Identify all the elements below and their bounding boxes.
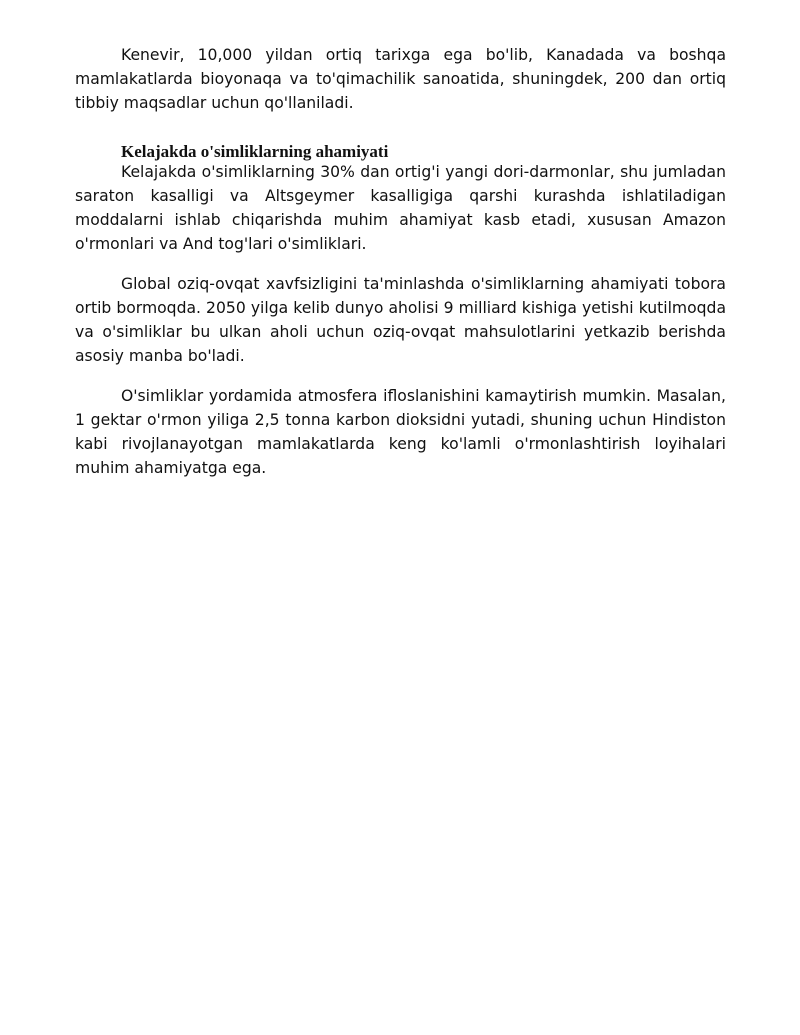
- intro-paragraph: Kenevir, 10,000 yildan ortiq tarixga ega bo'lib, Kanadada va boshqa mamlakatlarda bioyonaqa va to'qimachilik sanoatida, shuningdek, 200 dan ortiq tibbiy maqsadlar uchun qo'llaniladi.: [75, 46, 726, 112]
- body-paragraph-medicine: Kelajakda o'simliklarning 30% dan ortig'i yangi dori-darmonlar, shu jumladan saraton kasalligi va Altsgeymer kasalligiga qarshi kurashda ishlatiladigan moddalarni ishlab chiqarishda muhim ahamiyat kasb etadi, xususan Amazon o'rmonlari va And tog'lari o'simliklari.: [75, 163, 726, 253]
- body-paragraph-food-security: Global oziq-ovqat xavfsizligini ta'minlashda o'simliklarning ahamiyati tobora ortib bormoqda. 2050 yilga kelib dunyo aholisi 9 milliard kishiga yetishi kutilmoqda va o'simliklar bu ulkan aholi uchun oziq-ovqat mahsulotlarini yetkazib berishda asosiy manba bo'ladi.: [75, 275, 726, 365]
- section-heading: Kelajakda o'simliklarning ahamiyati: [121, 142, 389, 161]
- body-paragraph-atmosphere: O'simliklar yordamida atmosfera ifloslanishini kamaytirish mumkin. Masalan, 1 gektar o'rmon yiliga 2,5 tonna karbon dioksidni yutadi, shuning uchun Hindiston kabi rivojlanayotgan mamlakatlarda keng ko'lamli o'rmonlashtirish loyihalari muhim ahamiyatga ega.: [75, 387, 726, 477]
